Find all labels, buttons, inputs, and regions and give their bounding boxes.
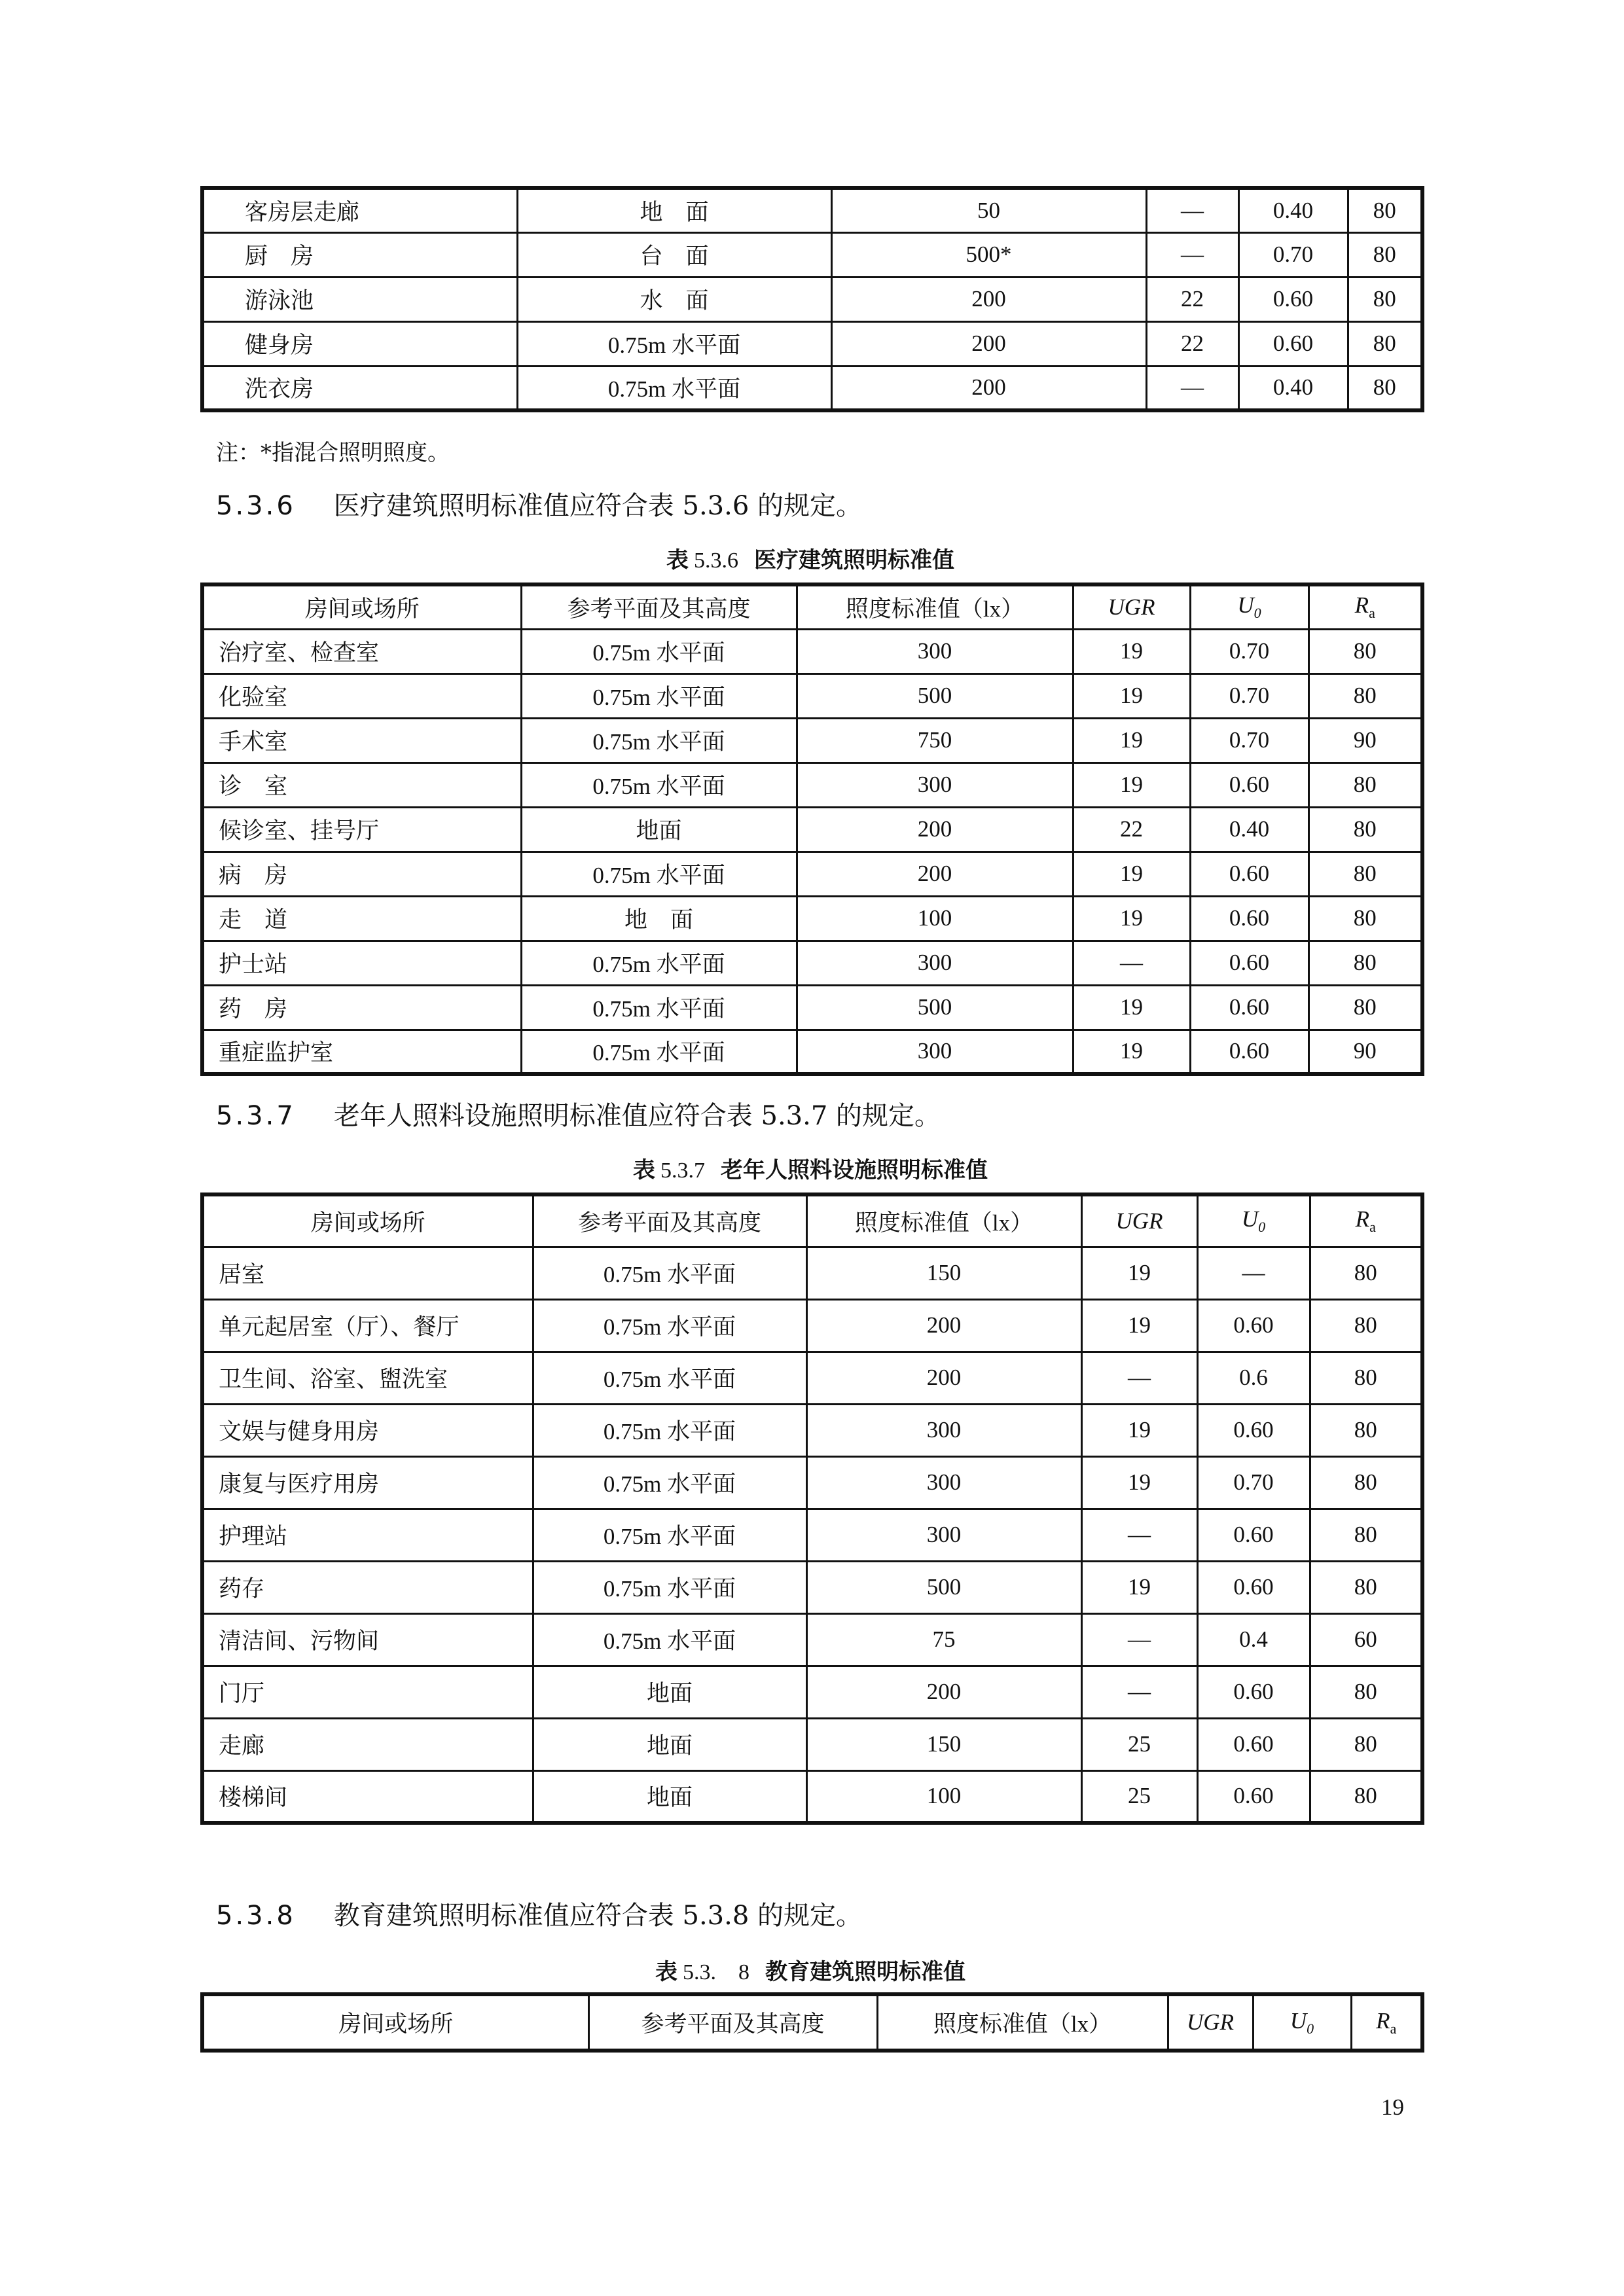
table-cell: 200 [797,852,1073,896]
table-cell: 22 [1146,321,1238,366]
table-row [202,1456,1422,1509]
table-row [202,941,1422,985]
header-cell [1351,1994,1422,2051]
table-cell: 80 [1310,1666,1422,1718]
table-cell: 0.75m 水平面 [533,1509,806,1561]
table-cell: 19 [1073,673,1190,718]
table-row [202,321,1422,366]
header-cell [1308,584,1422,629]
table-cell: 19 [1081,1404,1197,1456]
table-cell: 康复与医疗用房 [202,1456,533,1509]
header-cell [877,1994,1168,2051]
table-row [202,985,1422,1030]
table-cell: 0.60 [1190,852,1308,896]
table-5-3-7 [200,1193,1424,1825]
table-cell: 0.70 [1190,629,1308,673]
table-cell: 地 面 [521,896,797,941]
header-cell [1073,584,1190,629]
table-cell: 300 [806,1509,1081,1561]
table-cell: 100 [797,896,1073,941]
table-cell: 22 [1073,807,1190,852]
section-text: 老年人照料设施照明标准值应符合表 5.3.7 的规定。 [333,1101,941,1131]
section-number: 5.3.6 [216,491,296,521]
table-cell: 80 [1310,1718,1422,1770]
table-cell: 0.75m 水平面 [533,1404,806,1456]
header-label: U [1237,592,1254,619]
table-cell: 化验室 [202,673,521,718]
table-cell: — [1146,232,1238,277]
page-number: 19 [1381,2094,1404,2120]
section-heading-5-3-8 [216,1895,862,1932]
table-caption-5-3-8 [655,1954,965,1986]
table-cell: 洗衣房 [202,366,517,410]
table-row [202,673,1422,718]
table-cell: 19 [1073,985,1190,1030]
table-cell: 0.75m 水平面 [533,1456,806,1509]
table-cell: 0.75m 水平面 [521,673,797,718]
table-cell: 0.75m 水平面 [521,941,797,985]
table-cell: 0.60 [1197,1770,1310,1823]
table-cell: 厨 房 [202,232,517,277]
table-cell: 80 [1308,896,1422,941]
table-cell: 0.60 [1197,1666,1310,1718]
table-cell: 80 [1310,1456,1422,1509]
table-cell: 60 [1310,1613,1422,1666]
header-label: 照度标准值（lx） [854,1210,1034,1236]
table-cell: 0.75m 水平面 [521,1030,797,1074]
section-heading-5-3-6 [216,485,862,522]
table-cell: 80 [1308,762,1422,807]
header-label: 房间或场所 [304,596,420,622]
table-row [202,366,1422,410]
table-cell: 200 [831,321,1146,366]
table-cell: 楼梯间 [202,1770,533,1823]
table-cell: — [1197,1247,1310,1299]
table-row [202,1299,1422,1352]
table-cell: 0.70 [1238,232,1348,277]
table-cell: 门厅 [202,1666,533,1718]
header-label: 照度标准值（lx） [845,596,1024,622]
header-cell [533,1194,806,1247]
table-row [202,1247,1422,1299]
table-cell: 0.75m 水平面 [521,629,797,673]
table-header-row [202,1194,1422,1247]
table-cell: — [1081,1613,1197,1666]
section-number: 5.3.8 [216,1901,296,1931]
table-cell: 19 [1073,896,1190,941]
table-cell: 0.75m 水平面 [533,1247,806,1299]
table-row [202,762,1422,807]
table-cell: 地面 [533,1666,806,1718]
table-cell: 0.60 [1197,1299,1310,1352]
caption-prefix: 表 [655,1959,677,1985]
table-cell: 地面 [533,1718,806,1770]
header-cell [202,584,521,629]
table-cell: 地面 [533,1770,806,1823]
table-caption-5-3-7 [633,1152,988,1184]
table-cell: — [1146,188,1238,232]
table-cell: 90 [1308,718,1422,762]
caption-title: 医疗建筑照明标准值 [754,547,954,573]
table-cell: 治疗室、检查室 [202,629,521,673]
table-cell: 0.60 [1197,1718,1310,1770]
table-cell: 25 [1081,1770,1197,1823]
table-cell: 80 [1308,673,1422,718]
table-cell: 清洁间、污物间 [202,1613,533,1666]
header-label: U [1290,2007,1307,2034]
table-cell: 0.75m 水平面 [517,366,831,410]
table-cell: 80 [1310,1770,1422,1823]
table-cell: 200 [797,807,1073,852]
header-cell [588,1994,877,2051]
table-cell: 护理站 [202,1509,533,1561]
table-cell: 卫生间、浴室、盥洗室 [202,1352,533,1404]
header-label: R [1376,2007,1390,2034]
table-cell: 19 [1081,1247,1197,1299]
table-cell: 300 [797,629,1073,673]
table-cell: 药 房 [202,985,521,1030]
header-cell [521,584,797,629]
table-cell: 500 [797,673,1073,718]
caption-prefix: 表 [666,547,689,573]
table-cell: 0.60 [1238,277,1348,321]
table-row [202,629,1422,673]
header-subscript: a [1369,1219,1376,1236]
header-subscript: 0 [1254,605,1261,622]
header-subscript: 0 [1307,2020,1314,2037]
table-5-3-6 [200,583,1424,1076]
table-row [202,1770,1422,1823]
table-cell: 健身房 [202,321,517,366]
header-cell [202,1994,588,2051]
table-caption-5-3-6 [666,542,954,574]
table-cell: 19 [1073,629,1190,673]
table-cell: 游泳池 [202,277,517,321]
table-cell: 80 [1348,366,1422,410]
table-cell: 0.75m 水平面 [533,1352,806,1404]
section-text: 医疗建筑照明标准值应符合表 5.3.6 的规定。 [333,491,862,521]
table-row [202,896,1422,941]
table-row [202,718,1422,762]
table-cell: 75 [806,1613,1081,1666]
header-subscript: a [1390,2020,1397,2037]
table-cell: 200 [831,277,1146,321]
header-label: UGR [1187,2009,1234,2035]
table-cell: 80 [1348,188,1422,232]
caption-prefix: 表 [633,1157,655,1183]
table-row [202,1718,1422,1770]
table-cell: 0.70 [1190,718,1308,762]
table-cell: 80 [1308,941,1422,985]
table-cell: 手术室 [202,718,521,762]
table-5-3-5-continued [200,186,1424,412]
table-cell: 诊 室 [202,762,521,807]
table-cell: 药存 [202,1561,533,1613]
section-text: 教育建筑照明标准值应符合表 5.3.8 的规定。 [333,1901,862,1931]
table-cell: 走廊 [202,1718,533,1770]
table-cell: 台 面 [517,232,831,277]
table-row [202,277,1422,321]
table-cell: 200 [806,1352,1081,1404]
table-cell: 0.70 [1190,673,1308,718]
table-cell: 0.40 [1238,188,1348,232]
table-cell: 80 [1310,1299,1422,1352]
table-cell: 护士站 [202,941,521,985]
table-cell: 500* [831,232,1146,277]
table-cell: 居室 [202,1247,533,1299]
table-cell: 19 [1073,852,1190,896]
table-cell: 地面 [521,807,797,852]
header-cell [1190,584,1308,629]
table-cell: 0.60 [1190,941,1308,985]
header-cell [1253,1994,1351,2051]
table-cell: 0.60 [1190,762,1308,807]
table-cell: 0.6 [1197,1352,1310,1404]
caption-title: 老年人照料设施照明标准值 [721,1157,988,1183]
table-cell: 100 [806,1770,1081,1823]
header-cell [806,1194,1081,1247]
table-cell: 19 [1081,1299,1197,1352]
table-row [202,1561,1422,1613]
table-cell: 客房层走廊 [202,188,517,232]
table-cell: 0.75m 水平面 [521,985,797,1030]
table-cell: 0.60 [1197,1404,1310,1456]
table-row [202,1352,1422,1404]
table-cell: 80 [1348,232,1422,277]
table-cell: 文娱与健身用房 [202,1404,533,1456]
table-cell: 0.60 [1190,1030,1308,1074]
caption-number: 5.3.7 [660,1158,705,1183]
table-cell: 80 [1310,1404,1422,1456]
header-label: 房间或场所 [310,1210,425,1236]
table-row [202,232,1422,277]
table-cell: 19 [1081,1561,1197,1613]
header-cell [1081,1194,1197,1247]
header-label: UGR [1115,1208,1163,1234]
table-row [202,1666,1422,1718]
table-5-3-8 [200,1992,1424,2053]
table-cell: 80 [1310,1247,1422,1299]
table-cell: 0.60 [1197,1561,1310,1613]
table-row [202,852,1422,896]
table-cell: 走 道 [202,896,521,941]
header-cell [202,1194,533,1247]
table-row [202,1404,1422,1456]
table-cell: — [1081,1352,1197,1404]
table-cell: 0.60 [1190,985,1308,1030]
header-label: UGR [1108,594,1155,620]
table-cell: 0.75m 水平面 [521,718,797,762]
table-cell: 0.4 [1197,1613,1310,1666]
table-cell: 0.75m 水平面 [533,1613,806,1666]
table-cell: 22 [1146,277,1238,321]
table-row [202,1030,1422,1074]
table-cell: 0.75m 水平面 [521,852,797,896]
table-cell: 300 [797,762,1073,807]
table-cell: 19 [1073,1030,1190,1074]
table-cell: 80 [1308,852,1422,896]
table-note: 注：*指混合照明照度。 [216,440,450,466]
header-cell [797,584,1073,629]
header-label: 参考平面及其高度 [641,2011,825,2037]
table-row [202,1509,1422,1561]
table-cell: 19 [1073,762,1190,807]
table-cell: 50 [831,188,1146,232]
table-cell: 80 [1348,321,1422,366]
table-cell: 0.70 [1197,1456,1310,1509]
table-cell: 19 [1073,718,1190,762]
table-cell: 地 面 [517,188,831,232]
table-cell: — [1146,366,1238,410]
table-cell: 300 [797,941,1073,985]
table-row [202,1613,1422,1666]
table-cell: 90 [1308,1030,1422,1074]
table-cell: 80 [1308,807,1422,852]
table-cell: 0.75m 水平面 [517,321,831,366]
table-cell: 150 [806,1718,1081,1770]
header-label: 照度标准值（lx） [933,2011,1112,2037]
header-label: 参考平面及其高度 [567,596,751,622]
caption-number: 5.3.6 [694,548,738,573]
table-cell: 300 [806,1456,1081,1509]
table-cell: 0.75m 水平面 [533,1299,806,1352]
table-cell: — [1081,1509,1197,1561]
table-cell: 500 [806,1561,1081,1613]
table-cell: 500 [797,985,1073,1030]
table-cell: 0.60 [1197,1509,1310,1561]
table-cell: 80 [1348,277,1422,321]
table-cell: 19 [1081,1456,1197,1509]
table-cell: 200 [806,1299,1081,1352]
table-cell: 0.60 [1238,321,1348,366]
table-cell: 0.75m 水平面 [521,762,797,807]
header-subscript: a [1369,605,1375,622]
table-header-row [202,1994,1422,2051]
table-cell: 25 [1081,1718,1197,1770]
table-cell: 150 [806,1247,1081,1299]
header-label: 参考平面及其高度 [577,1210,761,1236]
section-number: 5.3.7 [216,1101,296,1131]
table-cell: 300 [797,1030,1073,1074]
table-cell: 80 [1310,1352,1422,1404]
table-cell: 重症监护室 [202,1030,521,1074]
table-cell: 300 [806,1404,1081,1456]
table-cell: 水 面 [517,277,831,321]
header-cell [1310,1194,1422,1247]
table-cell: 750 [797,718,1073,762]
table-cell: 80 [1308,629,1422,673]
caption-title: 教育建筑照明标准值 [765,1959,965,1985]
header-label: 房间或场所 [338,2011,454,2037]
table-cell: 80 [1308,985,1422,1030]
header-cell [1168,1994,1253,2051]
header-label: R [1354,592,1369,619]
table-cell: — [1081,1666,1197,1718]
table-row [202,807,1422,852]
table-cell: 0.60 [1190,896,1308,941]
table-header-row [202,584,1422,629]
header-subscript: 0 [1258,1219,1266,1236]
table-row [202,188,1422,232]
table-cell: 80 [1310,1561,1422,1613]
section-heading-5-3-7 [216,1095,941,1132]
table-cell: 0.40 [1190,807,1308,852]
table-cell: 单元起居室（厅）、餐厅 [202,1299,533,1352]
header-label: R [1355,1206,1370,1232]
table-cell: 候诊室、挂号厅 [202,807,521,852]
table-cell: — [1073,941,1190,985]
table-cell: 200 [806,1666,1081,1718]
table-cell: 0.40 [1238,366,1348,410]
table-cell: 病 房 [202,852,521,896]
table-cell: 200 [831,366,1146,410]
header-cell [1197,1194,1310,1247]
caption-number: 5.3. 8 [683,1960,749,1984]
header-label: U [1241,1206,1259,1232]
table-cell: 0.75m 水平面 [533,1561,806,1613]
table-cell: 80 [1310,1509,1422,1561]
